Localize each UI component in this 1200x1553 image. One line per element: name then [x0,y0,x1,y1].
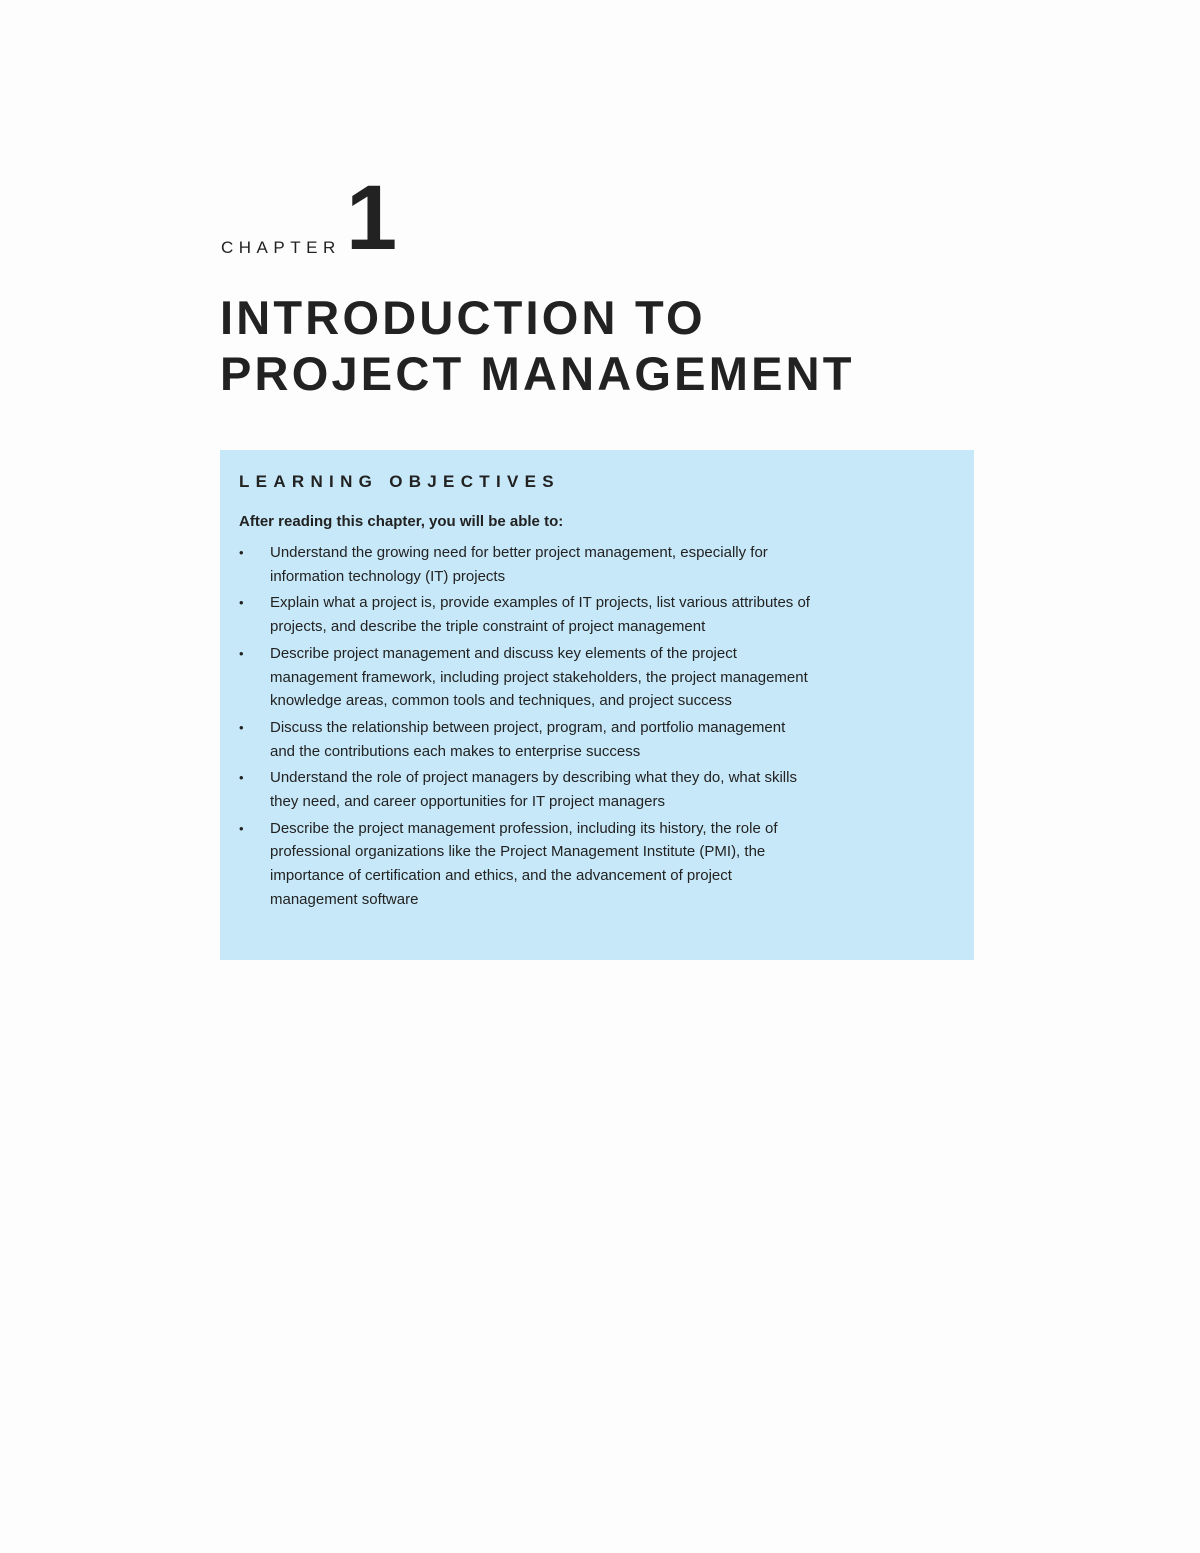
learning-objectives-box [220,450,974,960]
objective-item [239,716,811,763]
bullet-icon: • [239,719,244,735]
learning-objectives-intro: After reading this chapter, you will be able to: [239,513,564,530]
chapter-number: 1 [346,167,398,269]
objective-item [239,817,811,912]
bullet-icon: • [239,645,244,661]
objective-text: Understand the role of project managers by describing what they do, what skills they need, and career opportunities for IT project managers [270,769,797,811]
bullet-icon: • [239,820,244,836]
learning-objectives-heading: LEARNING OBJECTIVES [239,472,560,491]
objective-text: Describe project management and discuss key elements of the project management framework, including project stakeholders, the project management knowledge areas, common tools and techniques, and project success [270,644,808,710]
bullet-icon: • [239,595,244,611]
chapter-title [220,290,855,402]
objective-item [239,541,811,588]
chapter-title-line-1: INTRODUCTION TO [220,291,706,344]
objective-text: Discuss the relationship between project, program, and portfolio management and the contributions each makes to enterprise success [270,718,786,760]
objective-item [239,591,811,638]
bullet-icon: • [239,770,244,786]
objective-item [239,642,811,713]
bullet-icon: • [239,545,244,560]
objective-text: Describe the project management profession, including its history, the role of professional organizations like the Project Management Institute (PMI), the importance of certification and ethics, and the advancement of project management software [270,819,778,908]
objective-text: Explain what a project is, provide examples of IT projects, list various attributes of projects, and describe the triple constraint of project management [270,594,810,636]
objective-text: Understand the growing need for better project management, especially for information technology (IT) projects [270,544,768,585]
learning-objectives-list [239,541,811,912]
objective-item [239,766,811,813]
chapter-label: CHAPTER [221,238,341,257]
chapter-title-line-2: PROJECT MANAGEMENT [220,347,855,400]
